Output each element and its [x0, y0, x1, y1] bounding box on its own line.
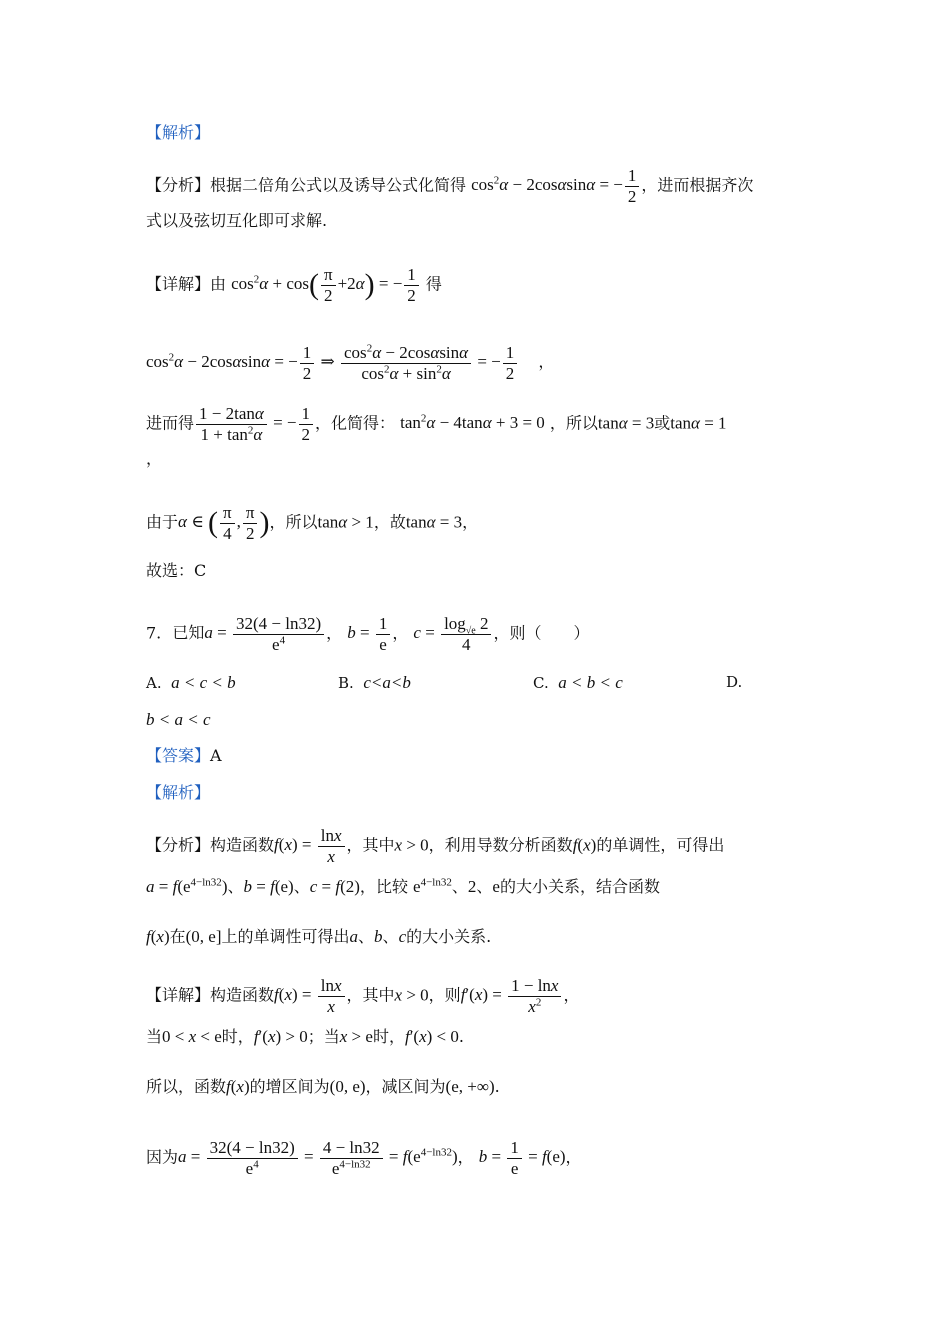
text: 已知	[172, 623, 205, 643]
formula: $\cos^2\alpha + \cos$( $\frac{\pi}{2}$ +2α) = − $\frac{1}{2}$	[231, 274, 421, 293]
formula: $\cos^2\alpha - 2\cos\alpha\sin\alpha$ = − $\frac{1}{2}$ ⇒ $\frac{\cos^2\alpha - 2\cos\alpha\sin\alpha}{\cos^2\alpha + \sin^2\alpha}$ = − $\frac{1}{2}$	[146, 352, 519, 371]
q7-analysis-1: 【分析】构造函数f(x) = $\frac{\ln x}{x}$ ，其中x > 0，利用导数分析函数f(x)的单调性，可得出	[146, 826, 725, 866]
formula: $\tan^2\alpha - 4\tan\alpha + 3 = 0$	[400, 412, 545, 433]
detail-line-1	[146, 265, 442, 306]
q7-analysis-3: f(x)在(0, e]上的单调性可得出a、b、c的大小关系.	[146, 927, 492, 946]
q7-detail-3: 所以，函数f(x)的增区间为(0, e)，减区间为(e, +∞).	[146, 1077, 500, 1096]
text: 或	[654, 413, 671, 433]
formula: tanα = 3	[405, 512, 463, 532]
detail-line-4	[146, 503, 478, 544]
detail-line-3	[146, 404, 727, 445]
text: ，化简得：	[315, 413, 396, 433]
analysis-line-1	[146, 166, 753, 207]
text: ，	[462, 512, 479, 532]
analysis-line-2: 式以及弦切互化即可求解.	[146, 211, 328, 230]
text: 进而得	[146, 413, 195, 433]
text: ，故	[373, 512, 406, 532]
label-xiangjie: 【详解】	[146, 274, 211, 294]
q7-detail-2: 当0 < x < e时，f′(x) > 0；当x > e时，f′(x) < 0.	[146, 1027, 464, 1046]
q7-analysis-2: $a = f(e^{4-ln32})$、b = f(e)、c = f(2)，比较 $e^{4-ln32}$、2、e的大小关系，结合函数	[146, 876, 660, 896]
option-c[interactable]: C. a < b < c	[533, 673, 623, 692]
text: ，	[326, 623, 343, 643]
text: 由	[210, 274, 227, 294]
section-label-jiexi: 【解析】	[146, 123, 211, 142]
formula: b = $\frac{1}{e}$	[347, 623, 392, 642]
formula: α ∈ ( $\frac{\pi}{4}$ , $\frac{\pi}{2}$ )	[178, 503, 270, 543]
formula: a = $\frac{32(4 - \ln 32)}{e^4}$	[204, 623, 326, 642]
q7-detail-4: 因为a = $\frac{32(4 - \ln 32)}{e^4}$ = $\frac{4 - \ln 32}{e^{4-ln32}}$ = $f(e^{4-ln32})$， b = $\frac{1}{e}$ = f(e)，	[146, 1138, 582, 1178]
text: ，	[538, 352, 555, 372]
formula: tanα = 1	[670, 413, 727, 433]
q7-detail-1: 【详解】构造函数f(x) = $\frac{\ln x}{x}$ ，其中x > 0，则f′(x) = $\frac{1 - \ln x}{x^2}$ ，	[146, 976, 580, 1016]
section-label-jiexi-2: 【解析】	[146, 783, 211, 802]
question-number: 7.	[146, 623, 162, 643]
formula: $\frac{1 - 2\tan\alpha}{1 + \tan^2\alpha}$ = − $\frac{1}{2}$	[194, 413, 315, 432]
detail-line-2	[146, 343, 554, 384]
text: ，	[392, 623, 409, 643]
text: 根据二倍角公式以及诱导公式化简得	[210, 175, 467, 195]
text: 由于	[146, 512, 179, 532]
text: ，进而根据齐次	[641, 175, 754, 195]
text: ，所以	[549, 413, 598, 433]
question-7	[146, 614, 590, 655]
formula: c = $\frac{\log_{√e} 2}{4}$	[413, 623, 493, 642]
text: 得	[425, 274, 442, 294]
option-d[interactable]: D.	[726, 673, 743, 691]
formula: tanα > 1	[317, 512, 374, 532]
option-d-expr: b < a < c	[146, 710, 211, 729]
formula: tanα = 3	[597, 413, 655, 433]
choose-line: 故选：C	[146, 561, 207, 580]
text: ，所以	[269, 512, 318, 532]
formula: $\cos^2\alpha - 2\cos\alpha\sin\alpha$ = − $\frac{1}{2}$	[471, 175, 641, 194]
option-b[interactable]: B. c<a<b	[338, 673, 411, 692]
option-a[interactable]: A. a < c < b	[146, 673, 236, 692]
text: ，则（ ）	[493, 623, 590, 643]
label-fenxi: 【分析】	[146, 175, 211, 195]
detail-line-3-comma: ，	[146, 449, 163, 468]
answer-line: 【答案】A	[146, 746, 222, 765]
